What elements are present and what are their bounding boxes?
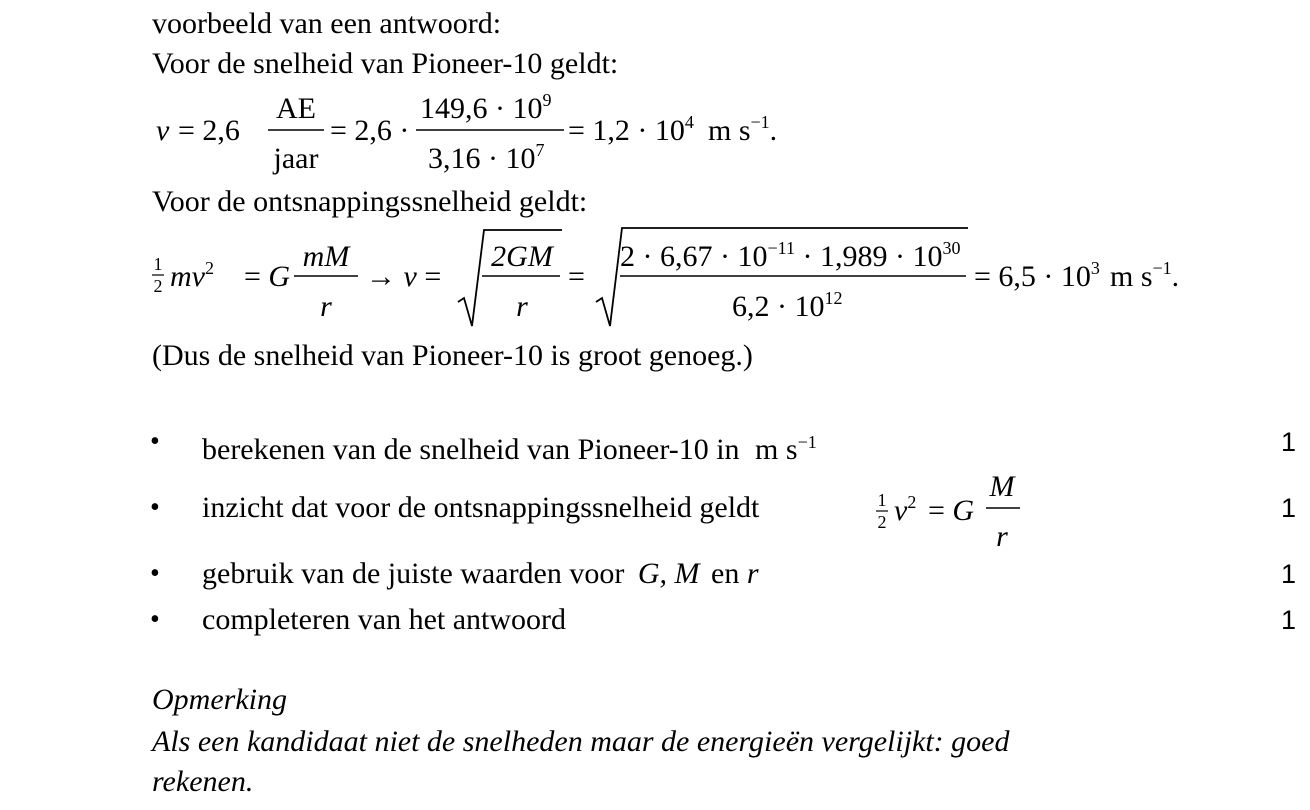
eq1-v: v <box>156 114 170 147</box>
conclusion-text: (Dus de snelheid van Pioneer-10 is groot genoeg.) <box>152 339 753 372</box>
remark-title: Opmerking <box>152 683 287 716</box>
eq2-fracC-num: $2 \cdot 6,67 \cdot 10^{-11} \cdot 1,989 \cdot 10^{30}$ <box>620 238 961 273</box>
criterion-formula <box>870 468 1040 552</box>
eq1-frac2-num: $149,6 \cdot 10^9$ <box>420 90 552 125</box>
score: 1 <box>1280 493 1296 523</box>
speed-heading: Voor de snelheid van Pioneer-10 geldt: <box>152 47 619 80</box>
score: 1 <box>1280 427 1296 457</box>
criterion-text: completeren van het antwoord <box>202 603 567 636</box>
eq1-frac2-den: $3,16 \cdot 10^7$ <box>428 140 545 175</box>
eq2-half-num: 1 <box>153 254 163 274</box>
eq2-eq: = <box>568 260 585 293</box>
eq2-fracA-num: mM <box>302 240 350 273</box>
eq1-lhs-val: = 2,6 <box>178 114 240 147</box>
bullet: • <box>150 558 160 589</box>
escape-heading: Voor de ontsnappingssnelheid geldt: <box>152 185 588 218</box>
criterion-text: gebruik van de juiste waarden voor G, M en r <box>202 557 759 590</box>
bullet: • <box>150 426 160 457</box>
remark-line2: rekenen. <box>152 765 254 798</box>
eq2-fracB-den: r <box>516 290 528 323</box>
eq2-fracB-num: 2GM <box>491 240 553 273</box>
remark-line1: Als een kandidaat niet de snelheden maar de energieën vergelijkt: goed <box>152 725 1010 758</box>
eq2-arrow: → v = <box>366 260 442 293</box>
eq2-mv2: $mv^2$ <box>170 258 214 293</box>
eq2-fracA-den: r <box>320 290 332 323</box>
eq2-eqG: = G <box>244 260 291 293</box>
eq2-result: = $6,5 \cdot 10^3$ <box>974 258 1100 293</box>
eq2-fracC-den: $6,2 \cdot 10^{12}$ <box>732 288 843 323</box>
criterion-text: inzicht dat voor de ontsnappingssnelheid geldt <box>202 491 760 524</box>
criterion-text: berekenen van de snelheid van Pioneer-10 in m $s^{-1}$ <box>202 432 817 466</box>
eq1-frac1-den: jaar <box>273 142 319 175</box>
eq1-unit: m $s^{-1}$. <box>708 112 778 147</box>
eq2-unit: m $s^{-1}$. <box>1110 258 1180 293</box>
svg-text:M: M <box>989 470 1015 503</box>
score: 1 <box>1280 605 1296 635</box>
svg-text:r: r <box>996 520 1008 552</box>
svg-text:v2: $v^2$ <box>894 492 917 527</box>
eq1-frac1-num: AE <box>276 92 316 125</box>
eq1-result: = $1,2 \cdot 10^4$ <box>568 112 694 147</box>
intro-text: voorbeeld van een antwoord: <box>152 7 502 40</box>
score: 1 <box>1280 559 1296 589</box>
escape-equation <box>146 224 1216 332</box>
bullet: • <box>150 604 160 635</box>
svg-text:= G: = G <box>928 494 975 527</box>
bullet: • <box>150 492 160 523</box>
svg-text:2: 2 <box>877 512 887 532</box>
criterion-math: m $s^{-1}$ <box>755 432 817 466</box>
eq1-eq2: = 2,6 · <box>330 114 410 147</box>
eq2-half-den: 2 <box>153 276 163 296</box>
svg-text:1: 1 <box>877 490 887 510</box>
speed-equation <box>150 88 790 178</box>
